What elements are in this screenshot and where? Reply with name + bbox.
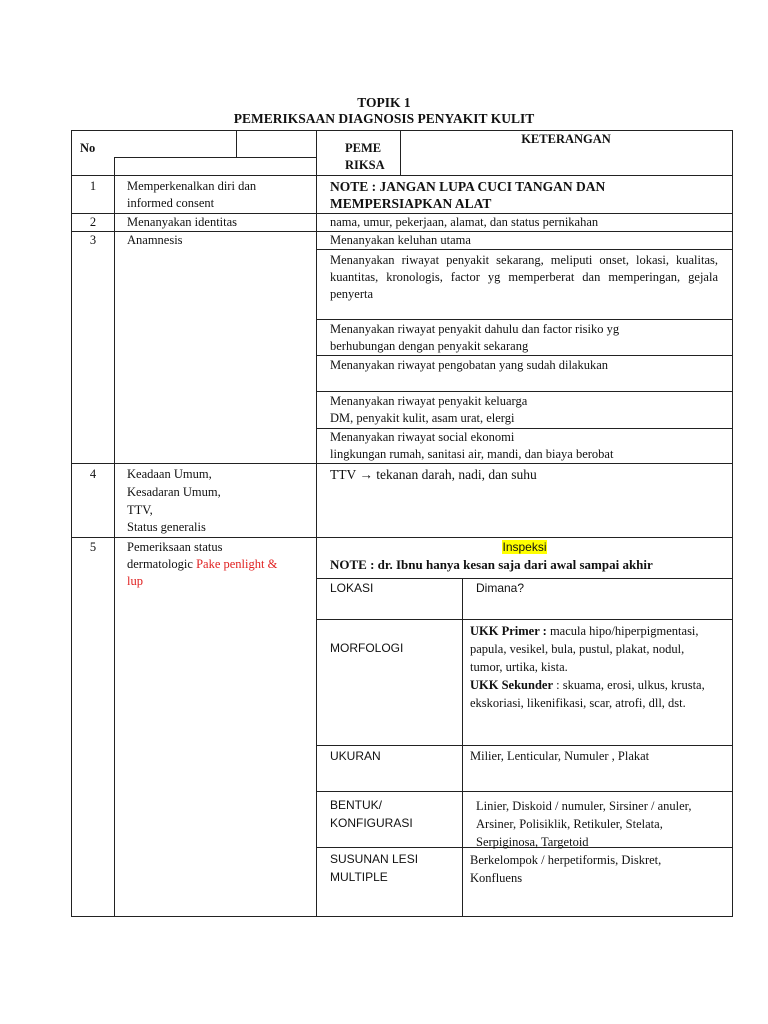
sub-label-susunan-line2: MULTIPLE	[330, 870, 388, 884]
header-no: No	[80, 141, 96, 155]
sub-label-lokasi: LOKASI	[330, 581, 374, 595]
row-4-description: TTV → tekanan darah, nadi, dan suhu	[330, 467, 537, 482]
row-3-item-riwayat-sosial-line1: Menanyakan riwayat social ekonomi	[330, 430, 515, 444]
row-3-item-riwayat-dahulu-line1: Menanyakan riwayat penyakit dahulu dan factor risiko yg	[330, 322, 620, 336]
sub-value-lokasi: Dimana?	[476, 581, 525, 595]
row-5-step-line3: lup	[127, 574, 143, 588]
row-3-item-riwayat-keluarga-line1: Menanyakan riwayat penyakit keluarga	[330, 394, 528, 408]
ukk-sekunder-label: UKK Sekunder	[470, 678, 554, 692]
sub-value-ukuran: Milier, Lenticular, Numuler , Plakat	[470, 749, 650, 763]
ukk-primer-text: macula hipo/hiperpigmentasi, papula, vesikel, bula, pustul, plakat, nodul, tumor, urtika, kista.	[470, 624, 699, 674]
document-subtitle: PEMERIKSAAN DIAGNOSIS PENYAKIT KULIT	[233, 111, 535, 126]
row-5-number: 5	[89, 540, 97, 554]
row-4-step-line3: TTV,	[127, 503, 153, 517]
row-3-item-riwayat-sosial-line2: lingkungan rumah, sanitasi air, mandi, dan biaya berobat	[330, 447, 614, 461]
header-pemeriksa-line2: RIKSA	[345, 158, 385, 172]
row-4-number: 4	[89, 467, 97, 481]
row-3-item-riwayat-keluarga-line2: DM, penyakit kulit, asam urat, elergi	[330, 411, 515, 425]
row-4-step-line4: Status generalis	[127, 520, 206, 534]
row-2-step: Menanyakan identitas	[127, 215, 238, 229]
row-3-item-riwayat-dahulu-line2: berhubungan dengan penyakit sekarang	[330, 339, 529, 353]
header-pemeriksa-line1: PEME	[345, 141, 382, 155]
row-2-number: 2	[89, 215, 97, 229]
sub-value-morfologi	[470, 622, 710, 712]
sub-label-bentuk-line2: KONFIGURASI	[330, 816, 413, 830]
row-4-step-line1: Keadaan Umum,	[127, 467, 212, 481]
row-5-step-line1: Pemeriksaan status	[127, 540, 223, 554]
row-3-step: Anamnesis	[127, 233, 183, 247]
row-5-note: NOTE : dr. Ibnu hanya kesan saja dari awal sampai akhir	[330, 557, 653, 572]
sub-label-bentuk-line1: BENTUK/	[330, 798, 383, 812]
ukk-sekunder-text: : skuama, erosi, ulkus, krusta, ekskoriasi, likenifikasi, scar, atrofi, dll, dst.	[470, 678, 705, 710]
row-1-step-line2: informed consent	[127, 196, 215, 210]
row-5-step-highlight: Pake penlight &	[196, 557, 278, 571]
row-5-step-line2	[127, 556, 315, 573]
inspeksi-highlight: Inspeksi	[502, 540, 547, 554]
sub-label-ukuran: UKURAN	[330, 749, 381, 763]
row-1-number: 1	[89, 179, 97, 193]
ukk-primer-label: UKK Primer :	[470, 624, 547, 638]
sub-value-susunan: Berkelompok / herpetiformis, Diskret, Konfluens	[470, 853, 662, 885]
row-5-step-plain: dermatologic	[127, 557, 197, 571]
row-3-number: 3	[89, 233, 97, 247]
row-3-item-keluhan-utama: Menanyakan keluhan utama	[330, 233, 471, 247]
row-3-item-riwayat-sekarang: Menanyakan riwayat penyakit sekarang, meliputi onset, lokasi, kualitas, kuantitas, kronologis, factor yg memperberat dan memperingan, gejala penyerta	[330, 253, 718, 301]
row-1-note-line2: MEMPERSIAPKAN ALAT	[330, 196, 492, 211]
sub-label-morfologi: MORFOLOGI	[330, 641, 404, 655]
sub-value-bentuk: Linier, Diskoid / numuler, Sirsiner / anuler, Arsiner, Polisiklik, Retikuler, Stelata, Serpiginosa, Targetoid	[476, 799, 692, 849]
header-keterangan: KETERANGAN	[521, 132, 611, 146]
inspeksi-label	[317, 539, 732, 556]
row-3-item-riwayat-pengobatan: Menanyakan riwayat pengobatan yang sudah dilakukan	[330, 358, 609, 372]
document-title: TOPIK 1	[357, 95, 411, 110]
row-4-step-line2: Kesadaran Umum,	[127, 485, 221, 499]
sub-label-susunan-line1: SUSUNAN LESI	[330, 852, 419, 866]
row-1-note-line1: NOTE : JANGAN LUPA CUCI TANGAN DAN	[330, 179, 606, 194]
row-2-description: nama, umur, pekerjaan, alamat, dan status pernikahan	[330, 215, 599, 229]
row-1-step-line1: Memperkenalkan diri dan	[127, 179, 257, 193]
